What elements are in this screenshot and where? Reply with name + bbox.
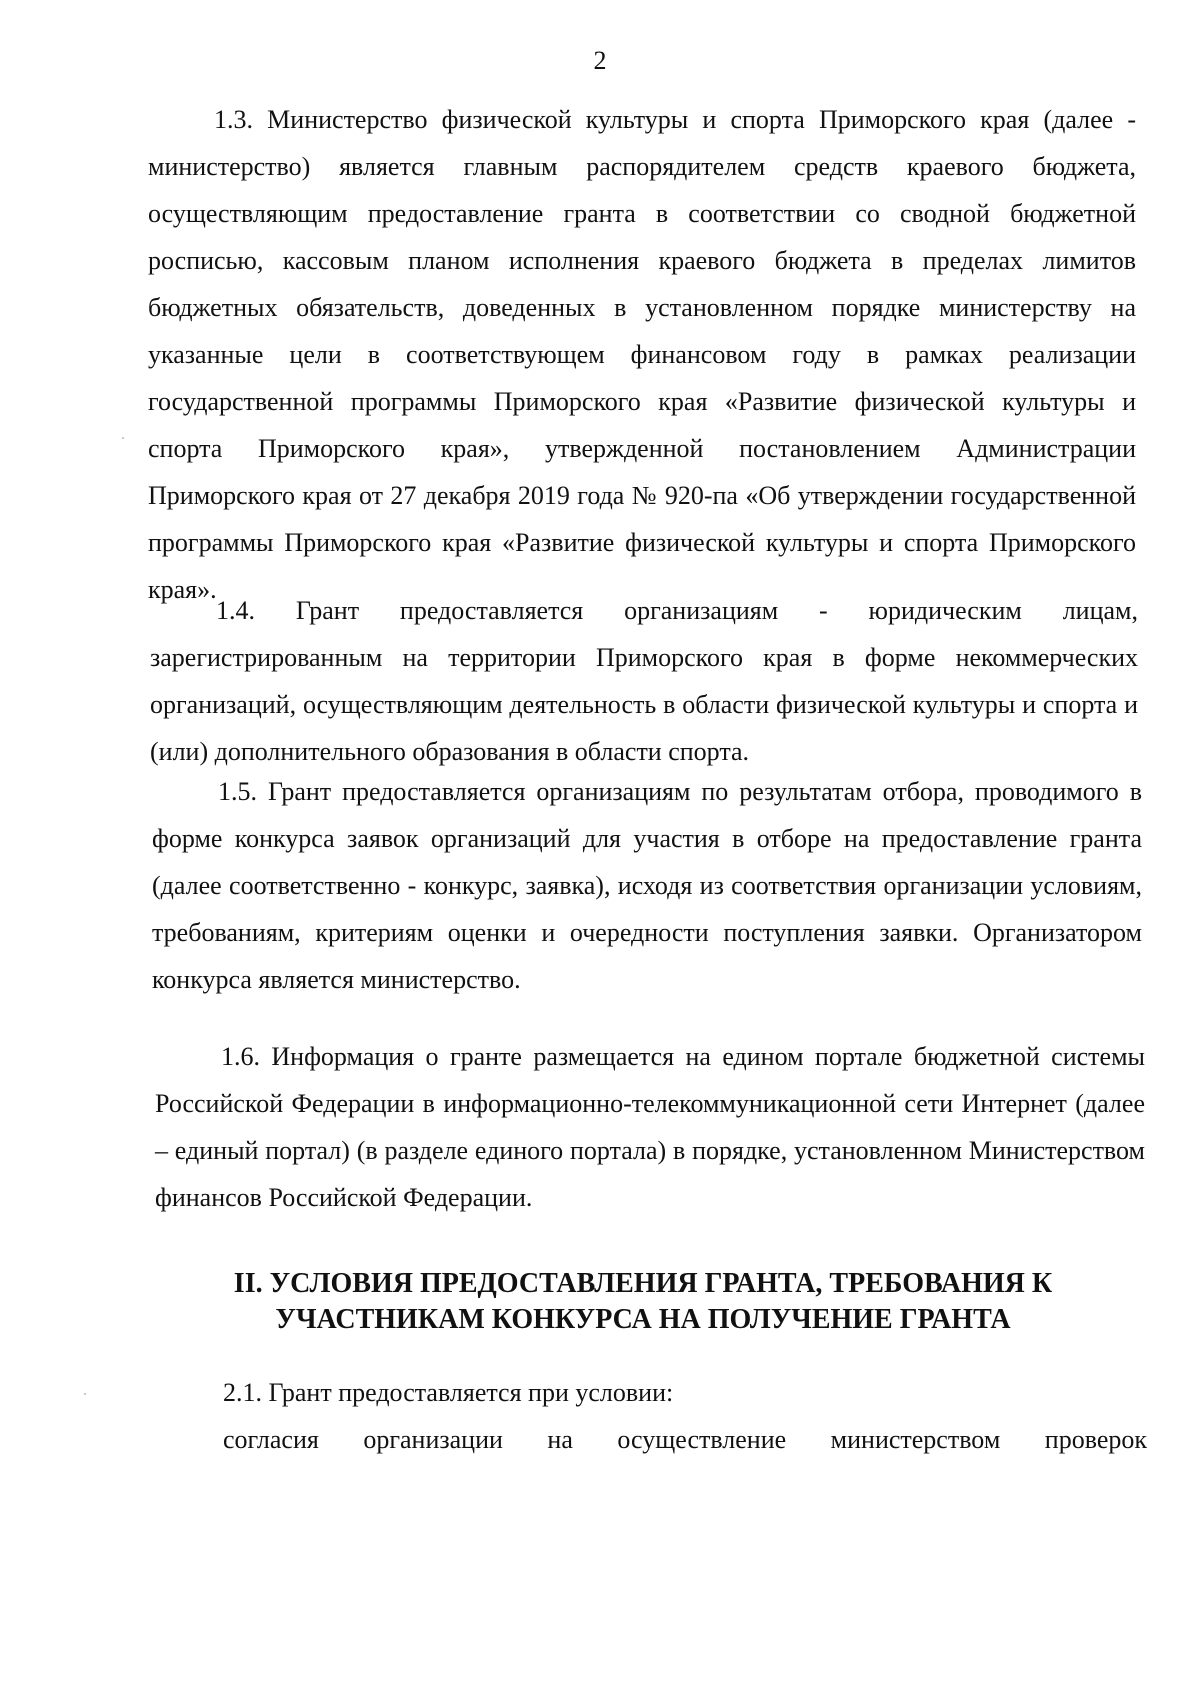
paragraph-2-1: 2.1. Грант предоставляется при условии: <box>223 1378 674 1407</box>
paragraph-1-4: 1.4. Грант предоставляется организациям - юридическим лицам, зарегистрированным на территории Приморского края в форме некоммерческих организаций, осуществляющим деятельность в области физической культуры и спорта и (или) дополнительного образования в области спорта. <box>150 596 1138 766</box>
section-heading-line-2: УЧАСТНИКАМ КОНКУРСА НА ПОЛУЧЕНИЕ ГРАНТА <box>275 1304 1011 1335</box>
page-number: 2 <box>593 46 607 75</box>
paragraph-1-6: 1.6. Информация о гранте размещается на едином портале бюджетной системы Российской Федерации в информационно-телекоммуникационной сети Интернет (далее – единый портал) (в разделе единого портала) в порядке, установленном Министерством финансов Российской Федерации. <box>155 1042 1145 1212</box>
scan-speck <box>122 437 124 439</box>
paragraph-1-3: 1.3. Министерство физической культуры и спорта Приморского края (далее - министерство) является главным распорядителем средств краевого бюджета, осуществляющим предоставление гранта в соответствии со сводной бюджетной росписью, кассовым планом исполнения краевого бюджета в пределах лимитов бюджетных обязательств, доведенных в установленном порядке министерству на указанные цели в соответствующем финансовом году в рамках реализации государственной программы Приморского края «Развитие физической культуры и спорта Приморского края», утвержденной постановлением Администрации Приморского края от 27 декабря 2019 года № 920-па «Об утверждении государственной программы Приморского края «Развитие физической культуры и спорта Приморского края». <box>148 105 1136 604</box>
section-heading-line-1: II. УСЛОВИЯ ПРЕДОСТАВЛЕНИЯ ГРАНТА, ТРЕБОВАНИЯ К <box>233 1268 1053 1299</box>
paragraph-2-1-continuation: согласия организации на осуществление министерством проверок <box>223 1425 1147 1454</box>
scan-speck <box>84 1393 86 1395</box>
paragraph-1-5: 1.5. Грант предоставляется организациям по результатам отбора, проводимого в форме конкурса заявок организаций для участия в отборе на предоставление гранта (далее соответственно - конкурс, заявка), исходя из соответствия организации условиям, требованиям, критериям оценки и очередности поступления заявки. Организатором конкурса является министерство. <box>152 777 1142 994</box>
